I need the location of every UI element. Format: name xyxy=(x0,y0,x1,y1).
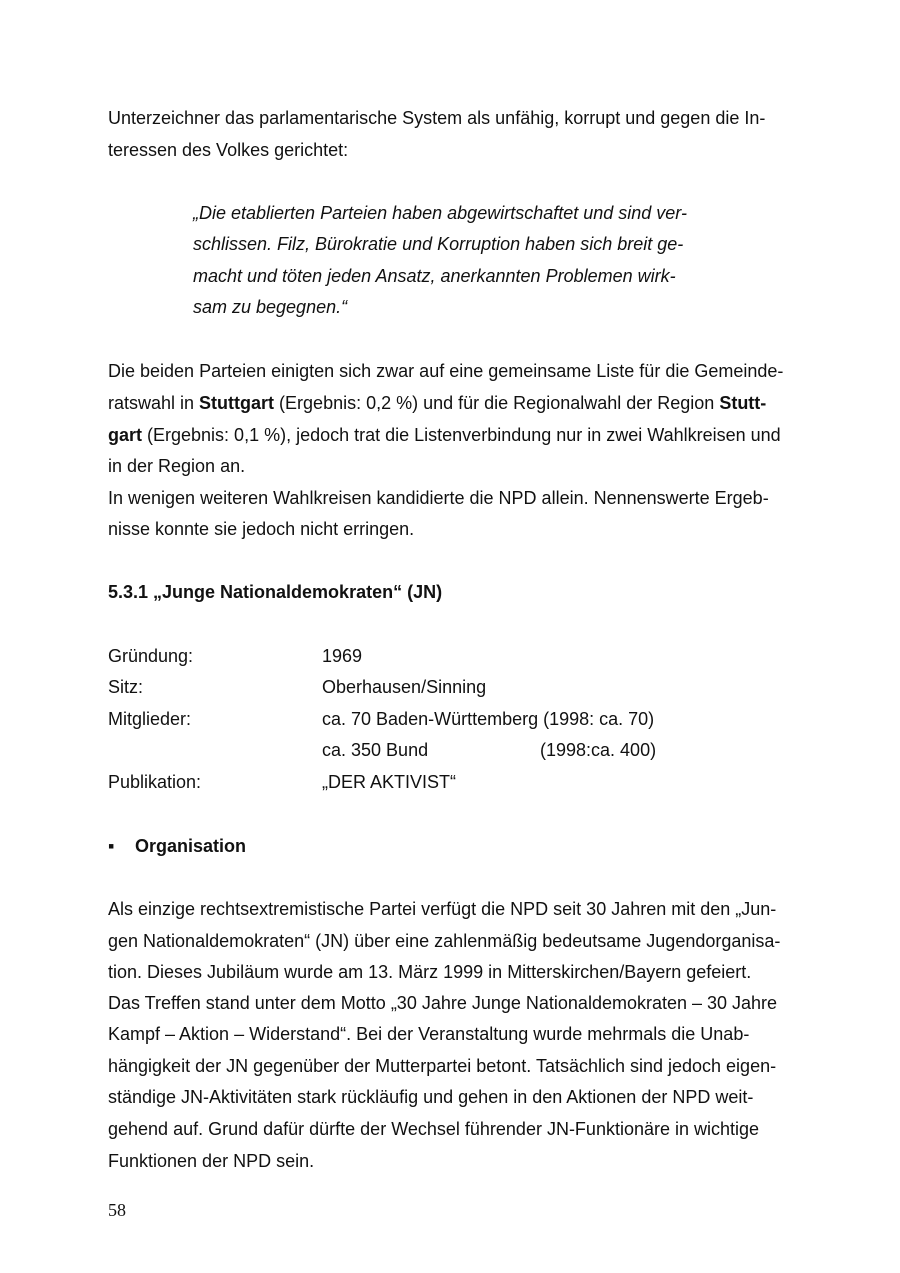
city-stuttgart-hyphen: Stutt- xyxy=(719,393,767,413)
para2-text: ratswahl in xyxy=(108,393,200,413)
para2-line-5: In wenigen weiteren Wahlkreisen kandidierte die NPD allein. Nennenswerte Ergeb- xyxy=(108,488,769,508)
para3-line-3: tion. Dieses Jubiläum wurde am 13. März 1999 in Mitterskirchen/Bayern gefeiert. xyxy=(108,962,752,982)
page-number: 58 xyxy=(108,1200,126,1220)
para3-line-1: Als einzige rechtsextremistische Partei verfügt die NPD seit 30 Jahren mit den „Jun- xyxy=(108,899,777,919)
para2-text: (Ergebnis: 0,1 %), jedoch trat die Listenverbindung nur in zwei Wahlkreisen und xyxy=(142,425,781,445)
para3-line-7: ständige JN-Aktivitäten stark rückläufig und gehen in den Aktionen der NPD weit- xyxy=(108,1087,754,1107)
para3-line-6: hängigkeit der JN gegenüber der Mutterpartei betont. Tatsächlich sind jedoch eigen- xyxy=(108,1056,777,1076)
intro-line-1: Unterzeichner das parlamentarische System als unfähig, korrupt und gegen die In- xyxy=(108,108,766,128)
subheading-organisation: Organisation xyxy=(135,836,247,856)
seat-label: Sitz: xyxy=(108,677,144,697)
intro-line-2: teressen des Volkes gerichtet: xyxy=(108,140,349,160)
para3-line-2: gen Nationaldemokraten“ (JN) über eine zahlenmäßig bedeutsame Jugendorganisa- xyxy=(108,931,781,951)
quote-line-4: sam zu begegnen.“ xyxy=(193,297,348,317)
founded-value: 1969 xyxy=(322,646,363,666)
members-bund-prev: (1998:ca. 400) xyxy=(540,740,657,760)
members-bund-value: ca. 350 Bund xyxy=(322,740,429,760)
para2-line-3 xyxy=(108,424,781,446)
para2-line-1: Die beiden Parteien einigten sich zwar auf eine gemeinsame Liste für die Gemeinde- xyxy=(108,361,784,381)
members-label: Mitglieder: xyxy=(108,709,192,729)
para3-line-5: Kampf – Aktion – Widerstand“. Bei der Veranstaltung wurde mehrmals die Unab- xyxy=(108,1024,750,1044)
founded-label: Gründung: xyxy=(108,646,194,666)
members-bw-value: ca. 70 Baden-Württemberg (1998: ca. 70) xyxy=(322,709,655,729)
section-heading: 5.3.1 „Junge Nationaldemokraten“ (JN) xyxy=(108,582,443,602)
square-bullet-icon: ▪ xyxy=(108,836,115,856)
para2-line-6: nisse konnte sie jedoch nicht erringen. xyxy=(108,519,415,539)
quote-line-3: macht und töten jeden Ansatz, anerkannten Problemen wirk- xyxy=(193,266,676,286)
para3-line-9: Funktionen der NPD sein. xyxy=(108,1151,315,1171)
quote-line-1: „Die etablierten Parteien haben abgewirtschaftet und sind ver- xyxy=(193,203,687,223)
city-stuttgart-rest: gart xyxy=(108,425,143,445)
city-stuttgart: Stuttgart xyxy=(199,393,275,413)
para2-line-4: in der Region an. xyxy=(108,456,246,476)
para3-line-4: Das Treffen stand unter dem Motto „30 Jahre Junge Nationaldemokraten – 30 Jahre xyxy=(108,993,778,1013)
para2-line-2 xyxy=(108,392,766,414)
seat-value: Oberhausen/Sinning xyxy=(322,677,487,697)
para2-text: (Ergebnis: 0,2 %) und für die Regionalwahl der Region xyxy=(274,393,720,413)
publication-value: „DER AKTIVIST“ xyxy=(322,772,457,792)
quote-line-2: schlissen. Filz, Bürokratie und Korruption haben sich breit ge- xyxy=(193,234,684,254)
para3-line-8: gehend auf. Grund dafür dürfte der Wechsel führender JN-Funktionäre in wichtige xyxy=(108,1119,760,1139)
publication-label: Publikation: xyxy=(108,772,202,792)
